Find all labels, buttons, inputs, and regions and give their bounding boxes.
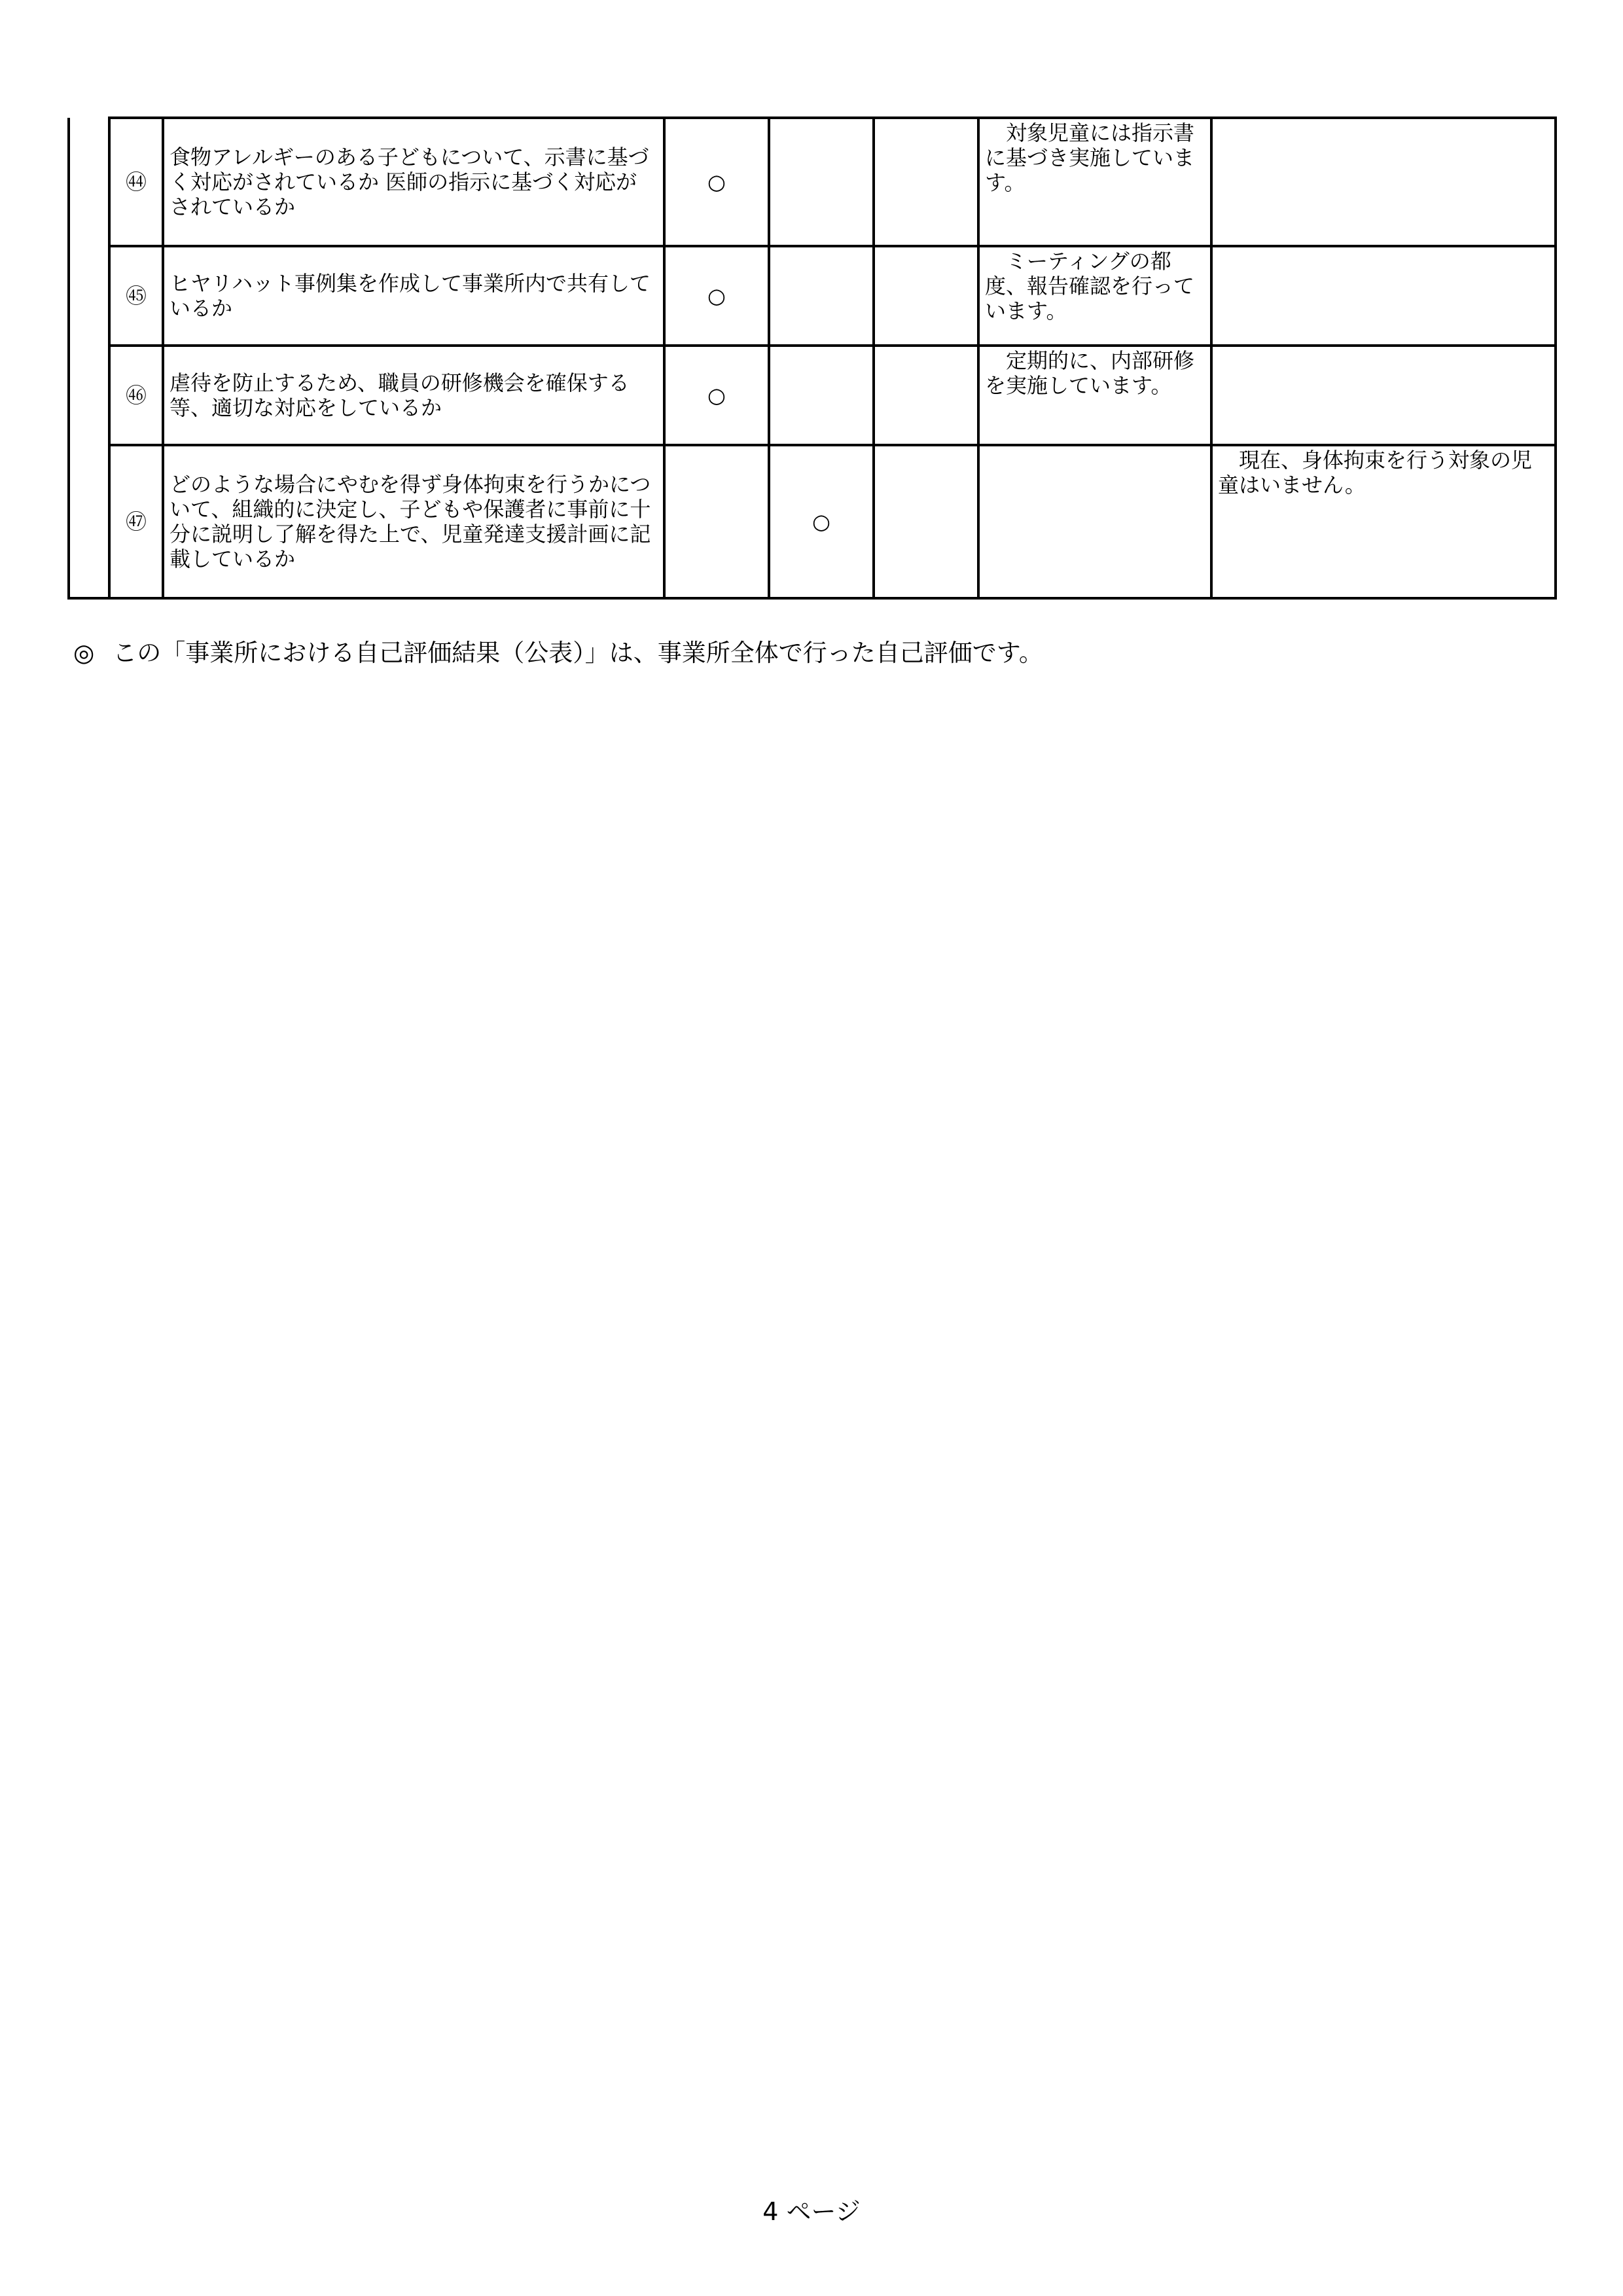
remark-text [978,445,1211,598]
remark2-text [1211,346,1556,445]
unknown-mark [769,346,874,445]
question-text: ヒヤリハット事例集を作成して事業所内で共有しているか [163,246,664,346]
footnote-mark: ◎ [73,639,95,667]
unknown-mark: ○ [769,445,874,598]
yes-mark: ○ [664,118,769,246]
remark-text: 定期的に、内部研修を実施しています。 [978,346,1211,445]
no-mark [874,246,978,346]
item-number: ㊺ [109,246,163,346]
category-side-cell [69,346,109,445]
question-text: 食物アレルギーのある子どもについて、示書に基づく対応がされているか 医師の指示に基づく対応がされているか [163,118,664,246]
no-mark [874,118,978,246]
item-number: ㊻ [109,346,163,445]
table-row [69,346,1556,445]
category-side-cell [69,118,109,246]
question-text: 虐待を防止するため、職員の研修機会を確保する等、適切な対応をしているか [163,346,664,445]
yes-mark: ○ [664,346,769,445]
yes-mark: ○ [664,246,769,346]
unknown-mark [769,118,874,246]
item-number: ㊼ [109,445,163,598]
footnote-text: この「事業所における自己評価結果（公表）」は、事業所全体で行った自己評価です。 [113,639,1043,667]
category-side-cell [69,246,109,346]
page-number: 4 ページ [762,2197,861,2226]
remark2-text [1211,246,1556,346]
footnote [73,639,1043,668]
item-number: ㊹ [109,118,163,246]
remark-text: ミーティングの都度、報告確認を行っています。 [978,246,1211,346]
no-mark [874,445,978,598]
remark2-text: 現在、身体拘束を行う対象の児童はいません。 [1211,445,1556,598]
category-side-cell [69,445,109,598]
remark2-text [1211,118,1556,246]
remark-text: 対象児童には指示書に基づき実施しています。 [978,118,1211,246]
table-row [69,246,1556,346]
table-row [69,118,1556,246]
unknown-mark [769,246,874,346]
table-row [69,445,1556,598]
no-mark [874,346,978,445]
question-text: どのような場合にやむを得ず身体拘束を行うかについて、組織的に決定し、子どもや保護者に事前に十分に説明し了解を得た上で、児童発達支援計画に記載しているか [163,445,664,598]
self-evaluation-table [67,117,1557,600]
yes-mark [664,445,769,598]
